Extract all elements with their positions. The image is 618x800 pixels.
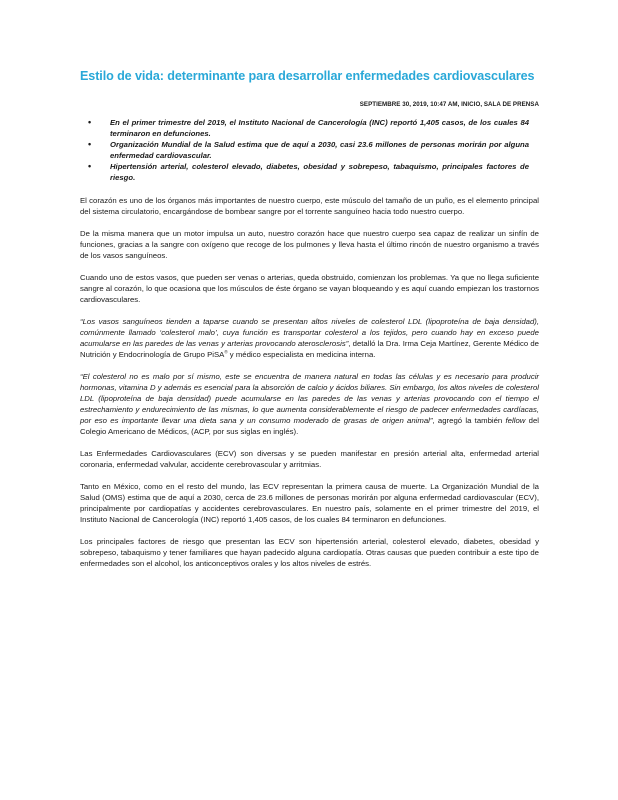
bullet-icon: • [88, 117, 92, 127]
fellow-term: fellow [505, 416, 526, 425]
paragraph-4-quote [80, 316, 539, 360]
quote-attribution: , agregó la también [432, 416, 506, 425]
article [80, 68, 539, 580]
quote-attribution-end: y médico especialista en medicina interna. [227, 350, 376, 359]
highlight-item: • Organización Mundial de la Salud estima que de aquí a 2030, casi 23.6 millones de personas morirán por alguna enfermedad cardiovascular. [88, 139, 529, 160]
bullet-icon: • [88, 139, 92, 149]
paragraph-6: Las Enfermedades Cardiovasculares (ECV) son diversas y se pueden manifestar en presión arterial alta, enfermedad arterial coronaria, enfermedad valvular, accidente cerebrovascular y arritmias. [80, 449, 539, 469]
quote-attribution: , detalló la Dra. Irma Ceja Martínez, Gerente Médico de Nutrición y Endocrinología de Grupo PiSA [80, 339, 539, 359]
article-title: Estilo de vida: determinante para desarrollar enfermedades cardiovasculares [80, 69, 535, 83]
paragraph-1: El corazón es uno de los órganos más importantes de nuestro cuerpo, este músculo del tamaño de un puño, es el elemento principal del sistema circulatorio, encargándose de bombear sangre por el torrente sanguíneo hacia todo nuestro cuerpo. [80, 196, 539, 216]
quote-text: “El colesterol no es malo por sí mismo, este se encuentra de manera natural en todas las células y es necesario para producir hormonas, vitamina D y además es esencial para la absorción de calcio y ácidos biliares. Sin embargo, los altos niveles de colesterol LDL (lipoproteína de baja densidad) puede acumularse en las paredes de las venas y arterias provocando con el tiempo el estrechamiento y endurecimiento de las mismas, lo que aumenta considerablemente el riesgo de padecer enfermedades cardíacas, por eso es importante llevar una dieta sana y un consumo moderado de grasas de origen animal” [80, 372, 539, 425]
paragraph-7: Tanto en México, como en el resto del mundo, las ECV representan la primera causa de muerte. La Organización Mundial de la Salud (OMS) estima que de aquí a 2030, cerca de 23.6 millones de personas morirán por alguna enfermedad cardiovascular (ECV), principalmente por cardiopatías y accidentes cerebrovasculares. En nuestro país, solamente en el primer trimestre del 2019, el Instituto Nacional de Cancerología (INC) reportó 1,405 casos, de los cuales 84 terminaron en defunciones. [80, 482, 539, 524]
highlight-item: • Hipertensión arterial, colesterol elevado, diabetes, obesidad y sobrepeso, tabaquismo, principales factores de riesgo. [88, 161, 529, 182]
paragraph-2: De la misma manera que un motor impulsa un auto, nuestro corazón hace que nuestro cuerpo sea capaz de realizar un sinfín de funciones, gracias a la sangre con oxígeno que recoge de los pulmones y lleva hasta el último rincón de nuestro organismo a través de los vasos sanguíneos. [80, 229, 539, 260]
paragraph-3: Cuando uno de estos vasos, que pueden ser venas o arterias, queda obstruido, comienzan los problemas. Ya que no llega suficiente sangre al corazón, lo que ocasiona que los músculos de éste órgano se vayan bloqueando y es aquí cuando empiezan los trastornos cardiovasculares. [80, 273, 539, 304]
highlights-list [80, 117, 539, 183]
bullet-icon: • [88, 161, 92, 171]
dateline: SEPTIEMBRE 30, 2019, 10:47 AM, INICIO, SALA DE PRENSA [359, 101, 539, 108]
quote-text: “Los vasos sanguíneos tienden a taparse cuando se presentan altos niveles de colesterol LDL (lipoproteína de baja densidad), comúnmente llamado ‘colesterol malo’, cuya función es transportar colesterol a los tejidos, pero cuando hay en exceso puede acumularse en las paredes de las venas y arterias provocando aterosclerosis” [80, 317, 539, 348]
quote-attribution-end: del Colegio Americano de Médicos, (ACP, por sus siglas en inglés). [80, 416, 539, 436]
registered-mark: ® [224, 349, 228, 355]
paragraph-8: Los principales factores de riesgo que presentan las ECV son hipertensión arterial, colesterol elevado, diabetes, obesidad y sobrepeso, tabaquismo y tener familiares que hayan padecido alguna cardiopatía. Otras causas que pueden contribuir a este tipo de enfermedades son el alcohol, los anticonceptivos orales y los altos niveles de estrés. [80, 537, 539, 568]
paragraph-5-quote [80, 371, 539, 437]
highlight-item: • En el primer trimestre del 2019, el Instituto Nacional de Cancerología (INC) reportó 1,405 casos, de los cuales 84 terminaron en defunciones. [88, 117, 529, 138]
